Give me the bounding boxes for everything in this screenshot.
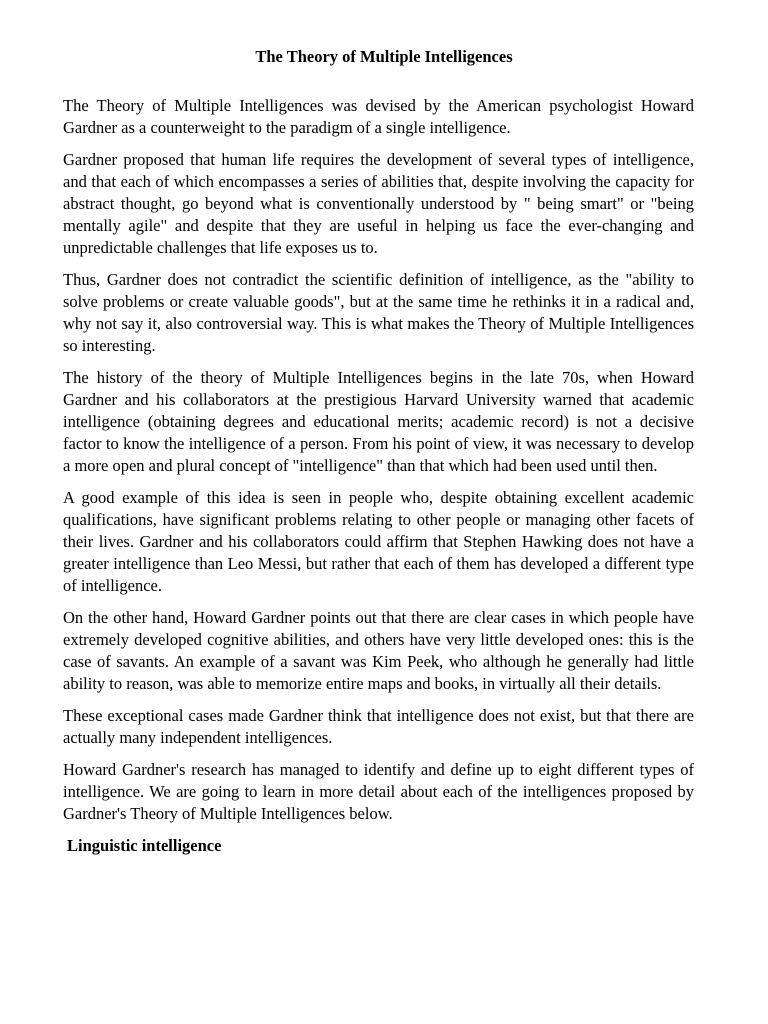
- paragraph-gardner-proposal: Gardner proposed that human life requires the development of several types of intelligence, and that each of which encompasses a series of abilities that, despite involving the capacity for abstract thought, go beyond what is conventionally understood by " being smart" or "being mentally agile" and despite that they are useful in helping us face the ever-changing and unpredictable challenges that life exposes us to.: [63, 150, 694, 257]
- paragraph-research: Howard Gardner's research has managed to identify and define up to eight different types of intelligence. We are going to learn in more detail about each of the intelligences proposed by Gardner's Theory of Multiple Intelligences below.: [63, 760, 694, 823]
- document-title: The Theory of Multiple Intelligences: [255, 47, 513, 66]
- paragraph-history: The history of the theory of Multiple Intelligences begins in the late 70s, when Howard Gardner and his collaborators at the prestigious Harvard University warned that academic intelligence (obtaining degrees and educational merits; academic record) is not a decisive factor to know the intelligence of a person. From his point of view, it was necessary to develop a more open and plural concept of "intelligence" than that which had been used until then.: [63, 368, 694, 475]
- paragraph-exceptional-cases: These exceptional cases made Gardner think that intelligence does not exist, but that there are actually many independent intelligences.: [63, 706, 694, 747]
- section-heading: Linguistic intelligence: [67, 836, 222, 855]
- paragraph-definition: Thus, Gardner does not contradict the scientific definition of intelligence, as the "ability to solve problems or create valuable goods", but at the same time he rethinks it in a radical and, why not say it, also controversial way. This is what makes the Theory of Multiple Intelligences so interesting.: [63, 270, 694, 355]
- paragraph-savants: On the other hand, Howard Gardner points out that there are clear cases in which people have extremely developed cognitive abilities, and others have very little developed ones: this is the case of savants. An example of a savant was Kim Peek, who although he generally had little ability to reason, was able to memorize entire maps and books, in virtually all their details.: [63, 608, 694, 693]
- paragraph-example: A good example of this idea is seen in people who, despite obtaining excellent academic qualifications, have significant problems relating to other people or managing other facets of their lives. Gardner and his collaborators could affirm that Stephen Hawking does not have a greater intelligence than Leo Messi, but rather that each of them has developed a different type of intelligence.: [63, 488, 694, 595]
- paragraph-intro: The Theory of Multiple Intelligences was devised by the American psychologist Howard Gardner as a counterweight to the paradigm of a single intelligence.: [63, 96, 694, 137]
